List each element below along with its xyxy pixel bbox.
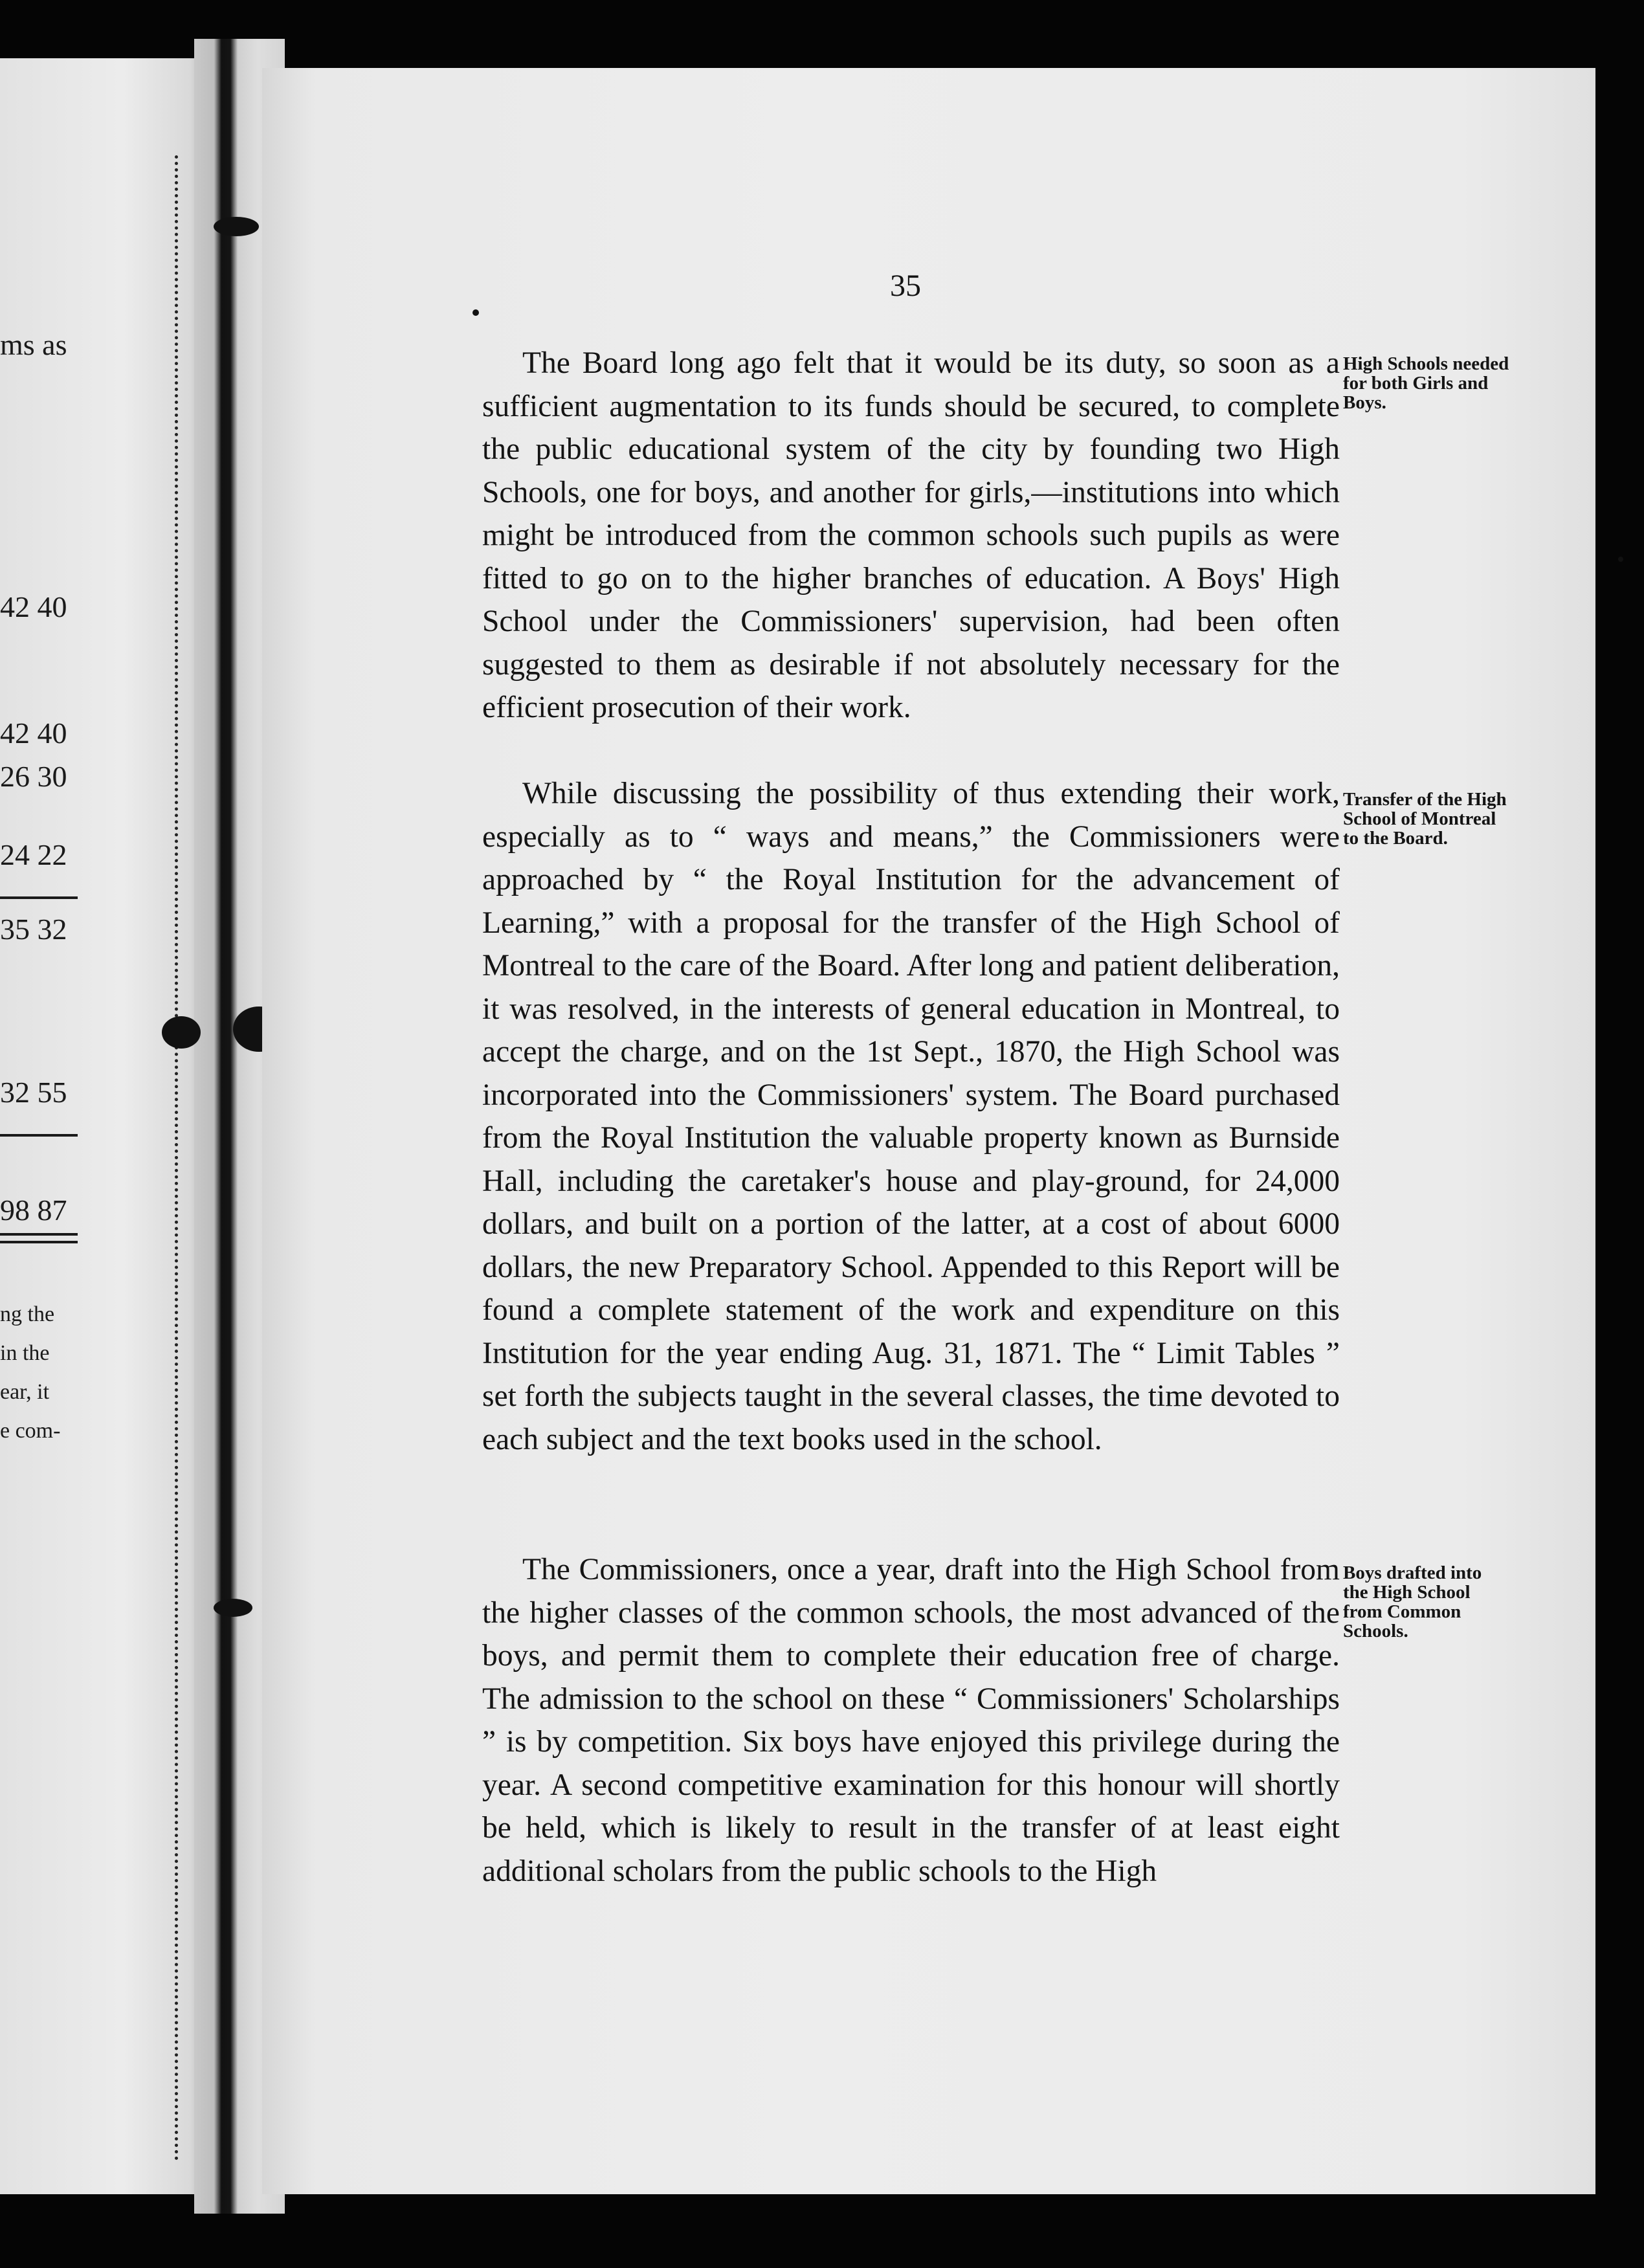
body-paragraph: While discussing the possibility of thus extending their work, especially as to “ ways and means,” the Commissioners were approached by “ the Royal Institution for the advancement of Learning,” with a proposal for the transfer of the High School of Montreal to the care of the Board. After long and patient deliberation, it was resolved, in the interests of general education in Montreal, to accept the charge, and on the 1st Sept., 1870, the High School was incorporated into the Commissioners' system. The Board purchased from the Royal Institution the valuable property known as Burnside Hall, including the caretaker's house and play-ground, for 24,000 dollars, and built on a portion of the latter, at a cost of about 6000 dollars, the new Preparatory School. Appended to this Report will be found a complete statement of the work and expenditure on this Institution for the year ending Aug. 31, 1871. The “ Limit Tables ” set forth the subjects taught in the several classes, the time devoted to each subject and the text books used in the school. [482,777,1340,1456]
left-page-fragment: ear, it [0,1380,50,1404]
marginal-note: Boys drafted into the High School from Common Schools. [1343,1562,1482,1641]
ink-speck [1618,557,1623,562]
marginal-note: High Schools needed for both Girls and Boys. [1343,353,1509,413]
table-double-rule [0,1233,78,1236]
left-page-fragment: ng the [0,1302,55,1326]
left-page-fragment: 35 32 [0,913,67,946]
body-paragraph: The Board long ago felt that it would be its duty, so soon as a sufficient augmentation to its funds should be secured, to complete the public educational system of the city by founding two High Schools, one for boys, and another for girls,—institutions into which might be introduced from the common schools such pupils as were fitted to go on to the higher branches of education. A Boys' High School under the Commissioners' supervision, had been often suggested to them as desirable if not absolutely necessary for the efficient prosecution of their work. [482,346,1340,724]
binding-clip [214,217,259,236]
binding-thread [175,155,184,2162]
binding-clip [214,1599,252,1617]
table-rule [0,1134,78,1137]
left-page-fragment: 42 40 [0,590,67,623]
left-page-fragment: ms as [0,328,67,361]
marginal-note: Transfer of the High School of Montreal to the Board. [1343,789,1507,849]
table-double-rule [0,1241,78,1243]
left-page-fragment: 24 22 [0,838,67,871]
left-page-fragment: in the [0,1341,50,1365]
left-page-fragment: 26 30 [0,760,67,793]
body-paragraph: The Commissioners, once a year, draft into the High School from the higher classes of the common schools, the most advanced of the boys, and permit them to complete their education free of charge. The admission to the school on these “ Commissioners' Scholarships ” is by competition. Six boys have enjoyed this privilege during the year. A second competitive examination for this honour will shortly be held, which is likely to result in the transfer of at least eight additional scholars from the public schools to the High [482,1553,1340,1888]
left-page-fragment: 42 40 [0,717,67,750]
left-facing-page [0,58,223,2194]
ink-speck [472,309,479,316]
left-page-fragment: 32 55 [0,1076,67,1109]
left-page-fragment: 98 87 [0,1194,67,1227]
page-number: 35 [890,269,921,303]
binding-clip [162,1016,201,1049]
left-page-fragment: e com- [0,1419,61,1443]
table-rule [0,896,78,899]
